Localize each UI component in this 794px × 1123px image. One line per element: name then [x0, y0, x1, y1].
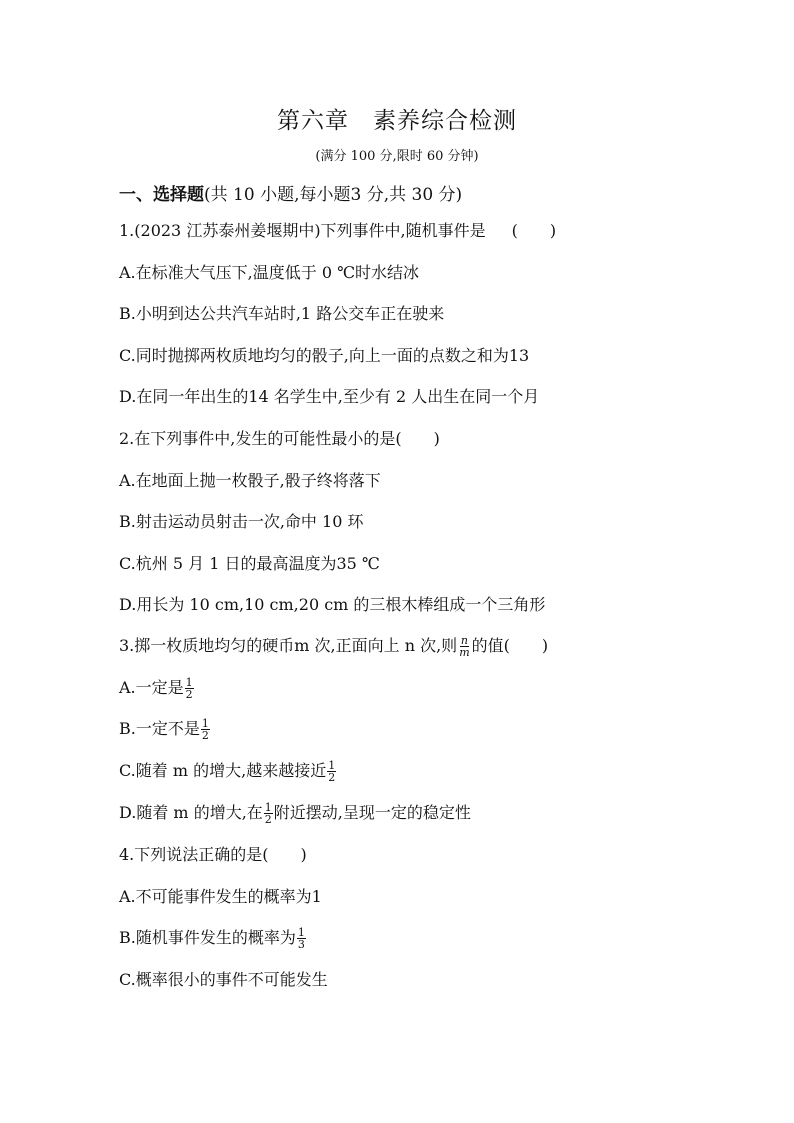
- question-4-option-a: A.不可能事件发生的概率为1: [119, 887, 322, 906]
- fraction-denominator: 2: [201, 729, 209, 742]
- question-3-option-d: [119, 801, 471, 825]
- fraction-numerator: 1: [201, 717, 209, 730]
- fraction-denominator: 3: [297, 938, 305, 951]
- fraction-denominator: 2: [264, 813, 272, 826]
- fraction-one-third: [297, 927, 306, 950]
- question-2-option-a: A.在地面上抛一枚骰子,骰子终将落下: [119, 471, 381, 490]
- option-d-text-post: 附近摆动,呈现一定的稳定性: [273, 803, 471, 822]
- fraction-numerator: 1: [185, 676, 193, 689]
- question-3-text-pre: 3.掷一枚质地均匀的硬币m 次,正面向上 n 次,则: [119, 636, 458, 655]
- question-3-option-c: [119, 759, 337, 783]
- question-2-option-b: B.射击运动员射击一次,命中 10 环: [119, 512, 364, 531]
- answer-blank: ( ): [511, 221, 557, 240]
- page-title: 第六章 素养综合检测: [277, 108, 517, 134]
- fraction-denominator: m: [459, 646, 470, 659]
- question-2-option-c: C.杭州 5 月 1 日的最高温度为35 ℃: [119, 554, 380, 573]
- fraction-denominator: 2: [328, 771, 336, 784]
- question-1-stem: [119, 219, 556, 243]
- section-info: (共 10 小题,每小题3 分,共 30 分): [204, 185, 463, 205]
- fraction-one-half: [264, 802, 273, 825]
- question-3-option-a: [119, 676, 195, 700]
- section-title: 一、选择题: [119, 185, 204, 205]
- section-heading: [119, 180, 462, 205]
- question-4-option-c: C.概率很小的事件不可能发生: [119, 970, 328, 989]
- question-1-option-c: C.同时抛掷两枚质地均匀的骰子,向上一面的点数之和为13: [119, 346, 530, 365]
- fraction-one-half: [327, 760, 336, 783]
- page-subtitle: (满分 100 分,限时 60 分钟): [315, 149, 479, 164]
- question-1-option-b: B.小明到达公共汽车站时,1 路公交车正在驶来: [119, 304, 445, 323]
- fraction-n-over-m: [458, 635, 470, 658]
- question-4-option-b: [119, 926, 307, 950]
- question-3-stem: [119, 634, 548, 658]
- fraction-numerator: 1: [264, 801, 272, 814]
- question-2-option-d: D.用长为 10 cm,10 cm,20 cm 的三根木棒组成一个三角形: [119, 595, 546, 614]
- option-c-text: C.随着 m 的增大,越来越接近: [119, 761, 327, 780]
- question-1-option-a: A.在标准大气压下,温度低于 0 ℃时水结冰: [119, 263, 419, 282]
- question-4-stem: 4.下列说法正确的是( ): [119, 845, 307, 864]
- option-d-text-pre: D.随着 m 的增大,在: [119, 803, 263, 822]
- question-1-text: 1.(2023 江苏泰州姜堰期中)下列事件中,随机事件是: [119, 221, 486, 240]
- question-3-option-b: [119, 717, 211, 741]
- option-b-text: B.随机事件发生的概率为: [119, 928, 296, 947]
- option-b-text: B.一定不是: [119, 719, 200, 738]
- question-2-stem: 2.在下列事件中,发生的可能性最小的是( ): [119, 429, 440, 448]
- fraction-one-half: [185, 677, 194, 700]
- fraction-numerator: 1: [297, 926, 305, 939]
- fraction-numerator: n: [460, 634, 468, 647]
- fraction-denominator: 2: [185, 688, 193, 701]
- question-1-option-d: D.在同一年出生的14 名学生中,至少有 2 人出生在同一个月: [119, 387, 540, 406]
- question-3-text-post: 的值( ): [471, 636, 549, 655]
- fraction-numerator: 1: [328, 759, 336, 772]
- option-a-text: A.一定是: [119, 678, 184, 697]
- fraction-one-half: [201, 718, 210, 741]
